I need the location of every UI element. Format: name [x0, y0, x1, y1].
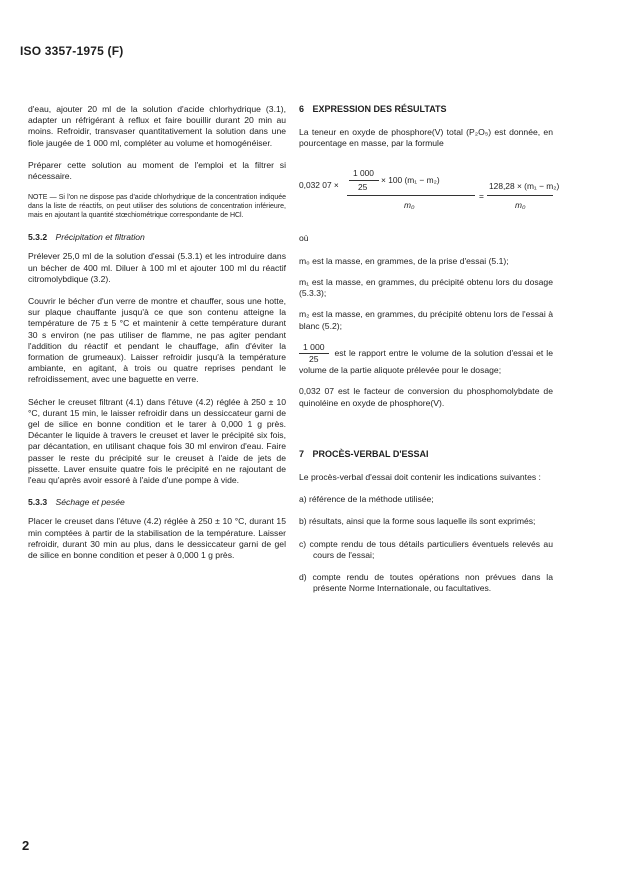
paragraph: Prélever 25,0 ml de la solution d'essai (5.3.1) et les introduire dans un bécher de 400 ml. Diluer à 100 ml et ajouter 100 ml du réactif citromolybdique (3.2). [28, 251, 286, 284]
ratio-text: est le rapport entre le volume de la solution d'essai et le volume de la partie aliquote prélevée pour le dosage; [299, 347, 553, 376]
subsection-heading-5-3-2 [28, 232, 286, 243]
where-label: où [299, 232, 309, 243]
document-header: ISO 3357-1975 (F) [20, 44, 124, 58]
section-title: PROCÈS-VERBAL D'ESSAI [312, 448, 429, 459]
formula [299, 161, 560, 217]
section-heading-6 [299, 104, 553, 115]
fraction-bar [487, 195, 553, 196]
definition-ratio [299, 342, 553, 377]
formula-rhs-numerator: 128,28 × (m₁ − m₂) [489, 180, 560, 191]
definition-m2: m₂ est la masse, en grammes, du précipité obtenu lors de l'essai à blanc (5.2); [299, 309, 553, 331]
formula-denominator-25: 25 [358, 181, 368, 192]
formula-coefficient: 0,032 07 × [299, 179, 339, 190]
fraction-bar [347, 195, 475, 196]
subsection-title: Séchage et pesée [55, 497, 125, 508]
definition-m0: m₀ est la masse, en grammes, de la prise d'essai (5.1); [299, 255, 509, 266]
paragraph: Placer le creuset dans l'étuve (4.2) réglée à 250 ± 10 °C, durant 15 min comptées à partir de la stabilisation de la température. Laisser refroidir, durant 30 min au plus, dans le dessiccateur garni de gel de silice en bonne condition et peser à 0,000 1 g près. [28, 516, 286, 561]
definition-factor: 0,032 07 est le facteur de conversion du phosphomolybdate de quinoléine en oxyde de phosphore(V). [299, 386, 553, 408]
fraction-bar [349, 180, 379, 181]
section-number: 7 [299, 448, 305, 459]
subsection-heading-5-3-3 [28, 497, 286, 508]
paragraph: Sécher le creuset filtrant (4.1) dans l'étuve (4.2) réglée à 250 ± 10 °C, durant 15 min, le laisser refroidir dans un dessiccateur garni de gel de silice en bonne condition et le tarer à 0,000 1 g près. Décanter le liquide à travers le creuset et laver le précipité six fois, par décantation, en utilisant chaque fois 30 ml environ d'eau. Faire passer le reste du précipité sur le creuset à l'aide de jets de pissette. Laver ensuite quatre fois le précipité en ne rajoutant de l'eau qu'après avoir essoré à l'aide d'une pompe à vide. [28, 396, 286, 486]
ratio-denominator: 25 [308, 354, 319, 365]
formula-rhs-denominator: m₀ [515, 199, 526, 210]
section-number: 6 [299, 104, 305, 114]
formula-equals: = [479, 190, 484, 201]
paragraph: Couvrir le bécher d'un verre de montre et chauffer, sous une hotte, sur plaque chauffante jusqu'à ce que son contenu atteigne la température de 75 ± 5 °C et maintenir à cette température durant 30 s environ (ne pas utiliser de flamme, ne pas agiter pendant l'addition du réactif et pendant le chauffage, afin d'éviter la formation de grumeaux). Laisser refroidir jusqu'à la température ambiante, en agitant, à trois ou quatre reprises pendant le refroidissement, avec une baguette en verre. [28, 296, 286, 385]
list-item: b) résultats, ainsi que la forme sous laquelle ils sont exprimés; [299, 516, 536, 527]
section-title: EXPRESSION DES RÉSULTATS [312, 104, 447, 114]
ratio-fraction [299, 342, 329, 365]
formula-times-100: × 100 (m₁ − m₂) [381, 174, 440, 185]
section-heading-7 [299, 449, 553, 460]
paragraph: Le procès-verbal d'essai doit contenir les indications suivantes : [299, 472, 541, 483]
paragraph: Préparer cette solution au moment de l'emploi et la filtrer si nécessaire. [28, 159, 286, 182]
note: NOTE — Si l'on ne dispose pas d'acide chlorhydrique de la concentration indiquée dans la liste de réactifs, on peut utiliser des solutions de concentration inférieure, mais en ajoutant la quantité stœchiométrique correspondante de HCl. [28, 194, 286, 220]
formula-numerator-1000: 1 000 [353, 167, 374, 178]
ratio-numerator: 1 000 [299, 342, 329, 354]
list-item: d) compte rendu de toutes opérations non prévues dans la présente Norme Internationale, ou facultatives. [299, 572, 553, 594]
subsection-title: Précipitation et filtration [55, 232, 145, 243]
report-items-list [299, 494, 553, 594]
paragraph: d'eau, ajouter 20 ml de la solution d'acide chlorhydrique (3.1), adapter un réfrigérant à reflux et faire bouillir durant 20 min au moins. Refroidir, transvaser quantitativement la solution dans une fiole jaugée de 1 000 ml, compléter au volume et homogénéiser. [28, 104, 286, 148]
list-item: a) référence de la méthode utilisée; [299, 494, 434, 505]
page-number: 2 [22, 838, 30, 853]
subsection-number: 5.3.2 [28, 232, 48, 243]
left-column [28, 104, 286, 572]
right-column [299, 104, 560, 605]
list-item: c) compte rendu de tous détails particuliers éventuels relevés au cours de l'essai; [299, 538, 553, 560]
formula-denominator-m0: m₀ [404, 199, 415, 210]
subsection-number: 5.3.3 [28, 497, 48, 508]
paragraph: La teneur en oxyde de phosphore(V) total (P₂O₅) est donnée, en pourcentage en masse, par la formule [299, 127, 553, 149]
definition-m1: m₁ est la masse, en grammes, du précipité obtenu lors du dosage (5.3.3); [299, 277, 553, 299]
